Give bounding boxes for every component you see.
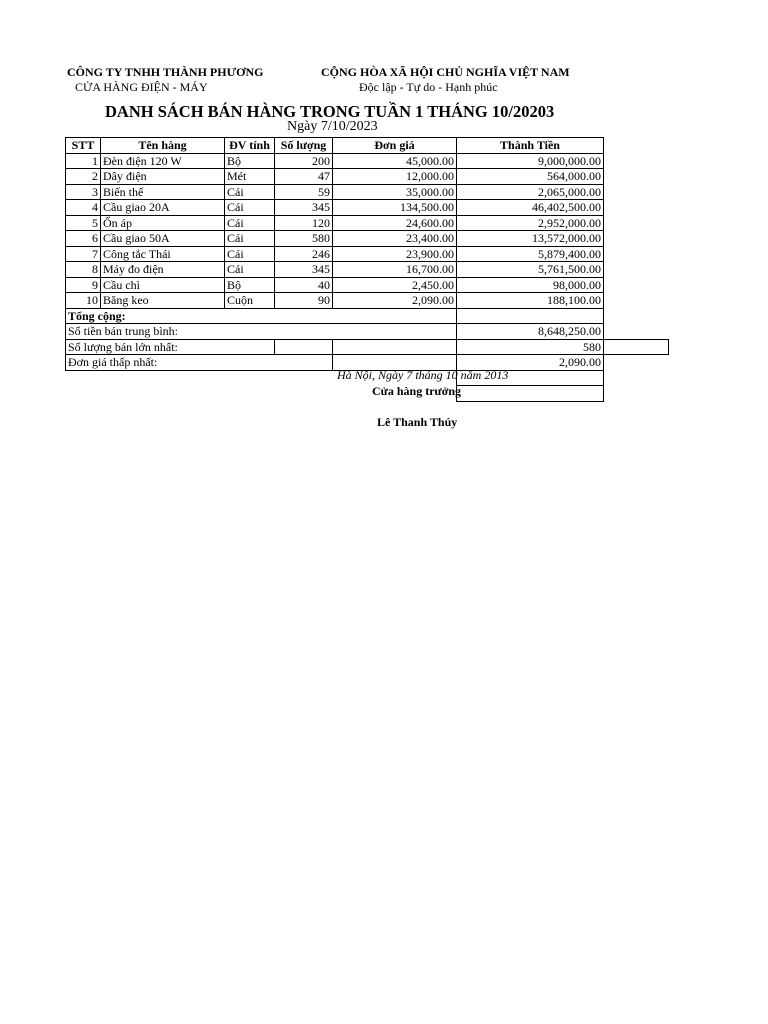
company-name: CÔNG TY TNHH THÀNH PHƯƠNG xyxy=(67,65,264,79)
cell-price: 35,000.00 xyxy=(333,184,457,200)
col-header-total: Thành Tiền xyxy=(457,138,604,154)
table-row xyxy=(66,293,669,309)
cell-total: 46,402,500.00 xyxy=(457,200,604,216)
average-label: Số tiền bán trung bình: xyxy=(66,324,225,340)
cell-name: Dây điện xyxy=(101,169,225,185)
cell-stt: 6 xyxy=(66,231,101,247)
average-row xyxy=(66,324,669,340)
cell-stt: 4 xyxy=(66,200,101,216)
cell-name: Đèn điện 120 W xyxy=(101,153,225,169)
cell-unit: Bộ xyxy=(225,277,275,293)
cell-unit: Cái xyxy=(225,184,275,200)
cell-total: 2,065,000.00 xyxy=(457,184,604,200)
table-row xyxy=(66,184,669,200)
table-row xyxy=(66,277,669,293)
min-price-label: Đơn giá thấp nhất: xyxy=(66,355,275,371)
cell-unit: Cái xyxy=(225,231,275,247)
cell-unit: Cái xyxy=(225,200,275,216)
cell-stt: 9 xyxy=(66,277,101,293)
cell-unit: Cái xyxy=(225,215,275,231)
cell-price: 45,000.00 xyxy=(333,153,457,169)
signer-name: Lê Thanh Thúy xyxy=(377,415,458,429)
cell-total: 5,761,500.00 xyxy=(457,262,604,278)
cell-price: 23,900.00 xyxy=(333,246,457,262)
cell-total: 9,000,000.00 xyxy=(457,153,604,169)
cell-stt: 5 xyxy=(66,215,101,231)
max-qty-value: 580 xyxy=(457,339,604,355)
cell-unit: Cái xyxy=(225,262,275,278)
col-header-name: Tên hàng xyxy=(101,138,225,154)
cell-name: Cầu chì xyxy=(101,277,225,293)
cell-qty: 59 xyxy=(275,184,333,200)
cell-total: 5,879,400.00 xyxy=(457,246,604,262)
cell-total: 13,572,000.00 xyxy=(457,231,604,247)
cell-total: 564,000.00 xyxy=(457,169,604,185)
cell-price: 16,700.00 xyxy=(333,262,457,278)
col-header-price: Đơn giá xyxy=(333,138,457,154)
total-label: Tổng cộng: xyxy=(66,308,225,324)
cell-price: 2,090.00 xyxy=(333,293,457,309)
cell-price: 24,600.00 xyxy=(333,215,457,231)
table-row xyxy=(66,246,669,262)
cell-unit: Cái xyxy=(225,246,275,262)
max-qty-label: Số lượng bán lớn nhất: xyxy=(66,339,275,355)
country-name: CỘNG HÒA XÃ HỘI CHỦ NGHĨA VIỆT NAM xyxy=(321,65,570,79)
cell-stt: 10 xyxy=(66,293,101,309)
cell-name: Biến thế xyxy=(101,184,225,200)
table-row xyxy=(66,215,669,231)
col-header-qty: Số lượng xyxy=(275,138,333,154)
cell-total: 188,100.00 xyxy=(457,293,604,309)
table-row xyxy=(66,262,669,278)
cell-qty: 246 xyxy=(275,246,333,262)
col-header-stt: STT xyxy=(66,138,101,154)
sales-table xyxy=(65,137,669,402)
document-date: Ngày 7/10/2023 xyxy=(287,119,378,134)
average-value: 8,648,250.00 xyxy=(457,324,604,340)
cell-price: 134,500.00 xyxy=(333,200,457,216)
cell-unit: Cuộn xyxy=(225,293,275,309)
cell-total: 98,000.00 xyxy=(457,277,604,293)
table-row xyxy=(66,169,669,185)
cell-name: Cầu giao 20A xyxy=(101,200,225,216)
cell-qty: 200 xyxy=(275,153,333,169)
cell-name: Băng keo xyxy=(101,293,225,309)
cell-name: Máy đo điện xyxy=(101,262,225,278)
table-row xyxy=(66,231,669,247)
place-date: Hà Nội, Ngày 7 tháng 10 năm 2013 xyxy=(337,368,509,382)
cell-stt: 7 xyxy=(66,246,101,262)
min-price-value: 2,090.00 xyxy=(457,355,604,371)
cell-price: 23,400.00 xyxy=(333,231,457,247)
cell-stt: 3 xyxy=(66,184,101,200)
table-row xyxy=(66,200,669,216)
document-title: DANH SÁCH BÁN HÀNG TRONG TUẦN 1 THÁNG 10/20203 xyxy=(105,102,555,121)
cell-name: Cầu giao 50A xyxy=(101,231,225,247)
col-header-unit: ĐV tính xyxy=(225,138,275,154)
cell-stt: 8 xyxy=(66,262,101,278)
total-row xyxy=(66,308,669,324)
cell-qty: 90 xyxy=(275,293,333,309)
cell-name: Công tắc Thái xyxy=(101,246,225,262)
max-qty-row xyxy=(66,339,669,355)
cell-unit: Bộ xyxy=(225,153,275,169)
table-header-row xyxy=(66,138,669,154)
cell-qty: 47 xyxy=(275,169,333,185)
cell-price: 2,450.00 xyxy=(333,277,457,293)
table-row xyxy=(66,153,669,169)
cell-name: Ổn áp xyxy=(101,215,225,231)
cell-qty: 40 xyxy=(275,277,333,293)
cell-qty: 345 xyxy=(275,262,333,278)
national-motto: Độc lập - Tự do - Hạnh phúc xyxy=(359,80,498,94)
cell-unit: Mét xyxy=(225,169,275,185)
cell-qty: 580 xyxy=(275,231,333,247)
empty-row-2 xyxy=(66,386,669,402)
cell-stt: 1 xyxy=(66,153,101,169)
cell-stt: 2 xyxy=(66,169,101,185)
cell-qty: 345 xyxy=(275,200,333,216)
cell-price: 12,000.00 xyxy=(333,169,457,185)
signer-role: Cửa hàng trưởng xyxy=(372,384,462,398)
store-name: CỬA HÀNG ĐIỆN - MÁY xyxy=(75,80,208,94)
cell-qty: 120 xyxy=(275,215,333,231)
cell-total: 2,952,000.00 xyxy=(457,215,604,231)
